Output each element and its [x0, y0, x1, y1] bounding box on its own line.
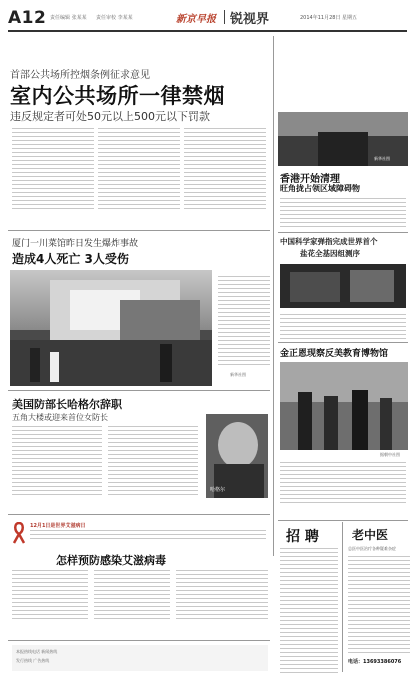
hongkong-photo	[278, 112, 408, 166]
defense-body-col1	[12, 426, 102, 498]
fire-headline: 造成4人死亡 3人受伤	[12, 252, 129, 266]
aids-notice	[30, 522, 268, 544]
fire-caption-credit: 新华社图	[230, 372, 246, 377]
science-headline-2: 盐花全基因组测序	[300, 249, 360, 258]
footer-rule	[8, 640, 270, 641]
kim-body	[280, 462, 406, 506]
kim-photo-caption: 据朝中社图	[380, 452, 400, 457]
science-headline-1: 中国科学家弹指完成世界首个	[280, 237, 378, 246]
issue-date: 2014年11月28日 星期五	[300, 15, 358, 21]
footer-contacts	[12, 645, 268, 671]
defense-photo	[206, 414, 268, 498]
oldchinese-phone: 电话：13693386076	[348, 659, 402, 665]
top-subhead: 违反规定者可处50元以上500元以下罚款	[10, 110, 210, 123]
aids-col2	[94, 570, 170, 622]
top-body-col3	[184, 128, 266, 212]
rule-3	[8, 514, 270, 515]
header-divider	[224, 10, 225, 24]
oldchinese-title: 老中医	[352, 528, 389, 542]
footer-line-2: 发行热线 广告热线	[16, 658, 50, 663]
aids-ribbon-icon	[12, 522, 26, 544]
rule-1	[8, 230, 270, 231]
defense-headline: 五角大楼或迎来首位女防长	[12, 413, 108, 422]
section-title: 锐视界	[230, 12, 270, 27]
hongkong-body	[280, 198, 406, 230]
footer-line-1: 本报热线电话 新闻热线	[16, 649, 58, 654]
defense-kicker: 美国防部长哈格尔辞职	[12, 398, 122, 411]
brand-logo: 新京早报	[176, 14, 216, 25]
recruit-title: 招 聘	[286, 529, 319, 545]
kim-photo	[280, 362, 408, 450]
science-photo	[280, 264, 406, 308]
kim-headline: 金正恩现察反美教育博物馆	[280, 349, 389, 359]
rule-2	[8, 390, 270, 391]
top-body-col1	[12, 128, 94, 212]
recruit-ad	[278, 522, 340, 672]
editor-line: 责任编辑 张某某	[50, 15, 87, 21]
top-body-col2	[98, 128, 180, 212]
hongkong-headline-1: 香港开始清理	[280, 174, 340, 185]
rule-right-2	[278, 342, 408, 343]
page-number: A12	[8, 8, 47, 28]
fire-photo	[10, 270, 212, 386]
column-divider	[273, 36, 274, 556]
ad-divider	[342, 522, 343, 672]
hongkong-headline-2: 旺角拢占领区域障碍物	[280, 184, 360, 193]
header-rule	[8, 30, 407, 32]
aids-headline: 怎样预防感染艾滋病毒	[56, 554, 166, 567]
aids-col1	[12, 570, 88, 622]
hongkong-photo-caption: 新华社图	[374, 156, 390, 161]
oldchinese-ad	[346, 522, 412, 672]
defense-body-col2	[108, 426, 198, 498]
checker-line: 责任审校 李某某	[96, 15, 133, 21]
rule-right-1	[278, 232, 408, 233]
oldchinese-sub: 总医中医治疗各种疑难杂症	[348, 546, 396, 551]
aids-badge: 12月1日是世界艾滋病日	[30, 523, 86, 529]
page-header	[0, 0, 415, 44]
rule-right-3	[278, 520, 408, 521]
top-kicker: 首部公共场所控烟条例征求意见	[10, 70, 150, 81]
fire-kicker: 厦门一川菜馆昨日发生爆炸事故	[12, 239, 139, 249]
defense-photo-caption: 哈格尔	[210, 487, 226, 493]
top-headline: 室内公共场所一律禁烟	[10, 84, 225, 108]
aids-col3	[176, 570, 268, 622]
fire-side-text	[218, 276, 270, 368]
